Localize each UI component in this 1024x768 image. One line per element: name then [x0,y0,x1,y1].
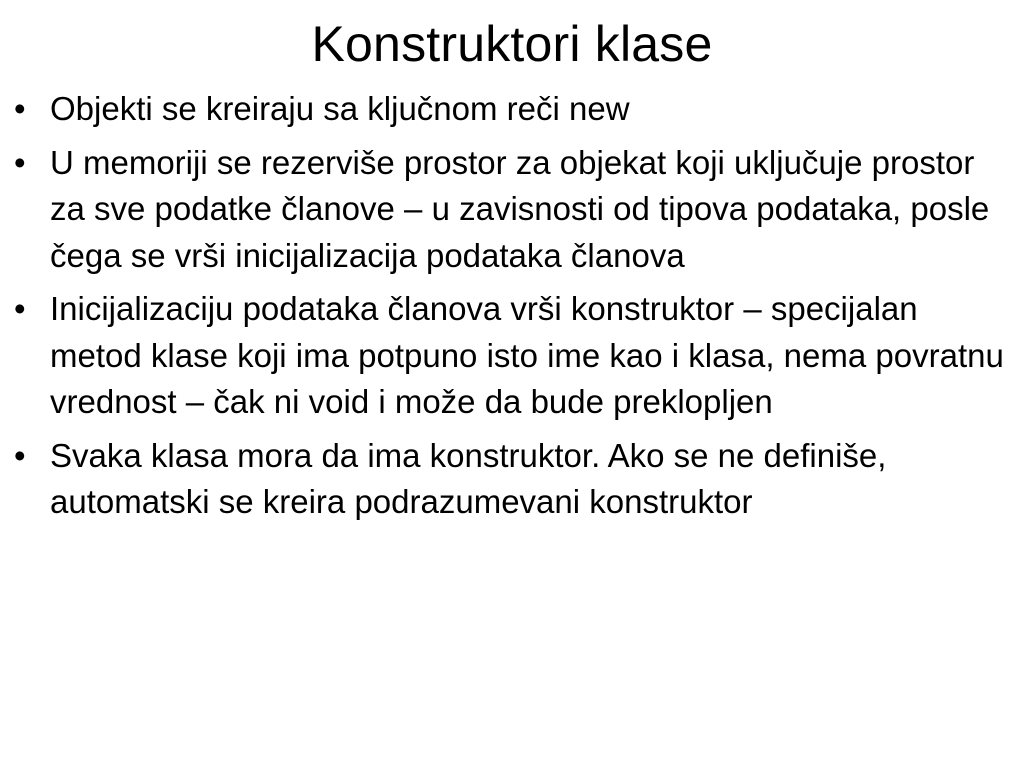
slide-title: Konstruktori klase [311,16,713,72]
bullet-icon: • [14,290,26,327]
bullet-text: Inicijalizaciju podataka članova vrši konstruktor – specijalan metod klase koji ima potpuno isto ime kao i klasa, nema povratnu vrednost – čak ni void i može da bude preklopljen [50,290,1004,420]
bullet-item [14,433,1004,526]
bullet-text: U memoriji se rezerviše prostor za objekat koji uključuje prostor za sve podatke članove – u zavisnosti od tipova podataka, posle čega se vrši inicijalizacija podataka članova [50,143,990,274]
bullet-icon: • [14,436,26,474]
bullet-item [14,286,1004,426]
bullet-list [14,86,1004,533]
bullet-item [14,140,1004,280]
bullet-icon: • [14,90,26,127]
bullet-item [14,86,1004,133]
bullet-icon: • [14,143,26,181]
bullet-text: Svaka klasa mora da ima konstruktor. Ako se ne definiše, automatski se kreira podrazumevani konstruktor [50,436,887,520]
bullet-text: Objekti se kreiraju sa ključnom reči new [50,90,630,127]
